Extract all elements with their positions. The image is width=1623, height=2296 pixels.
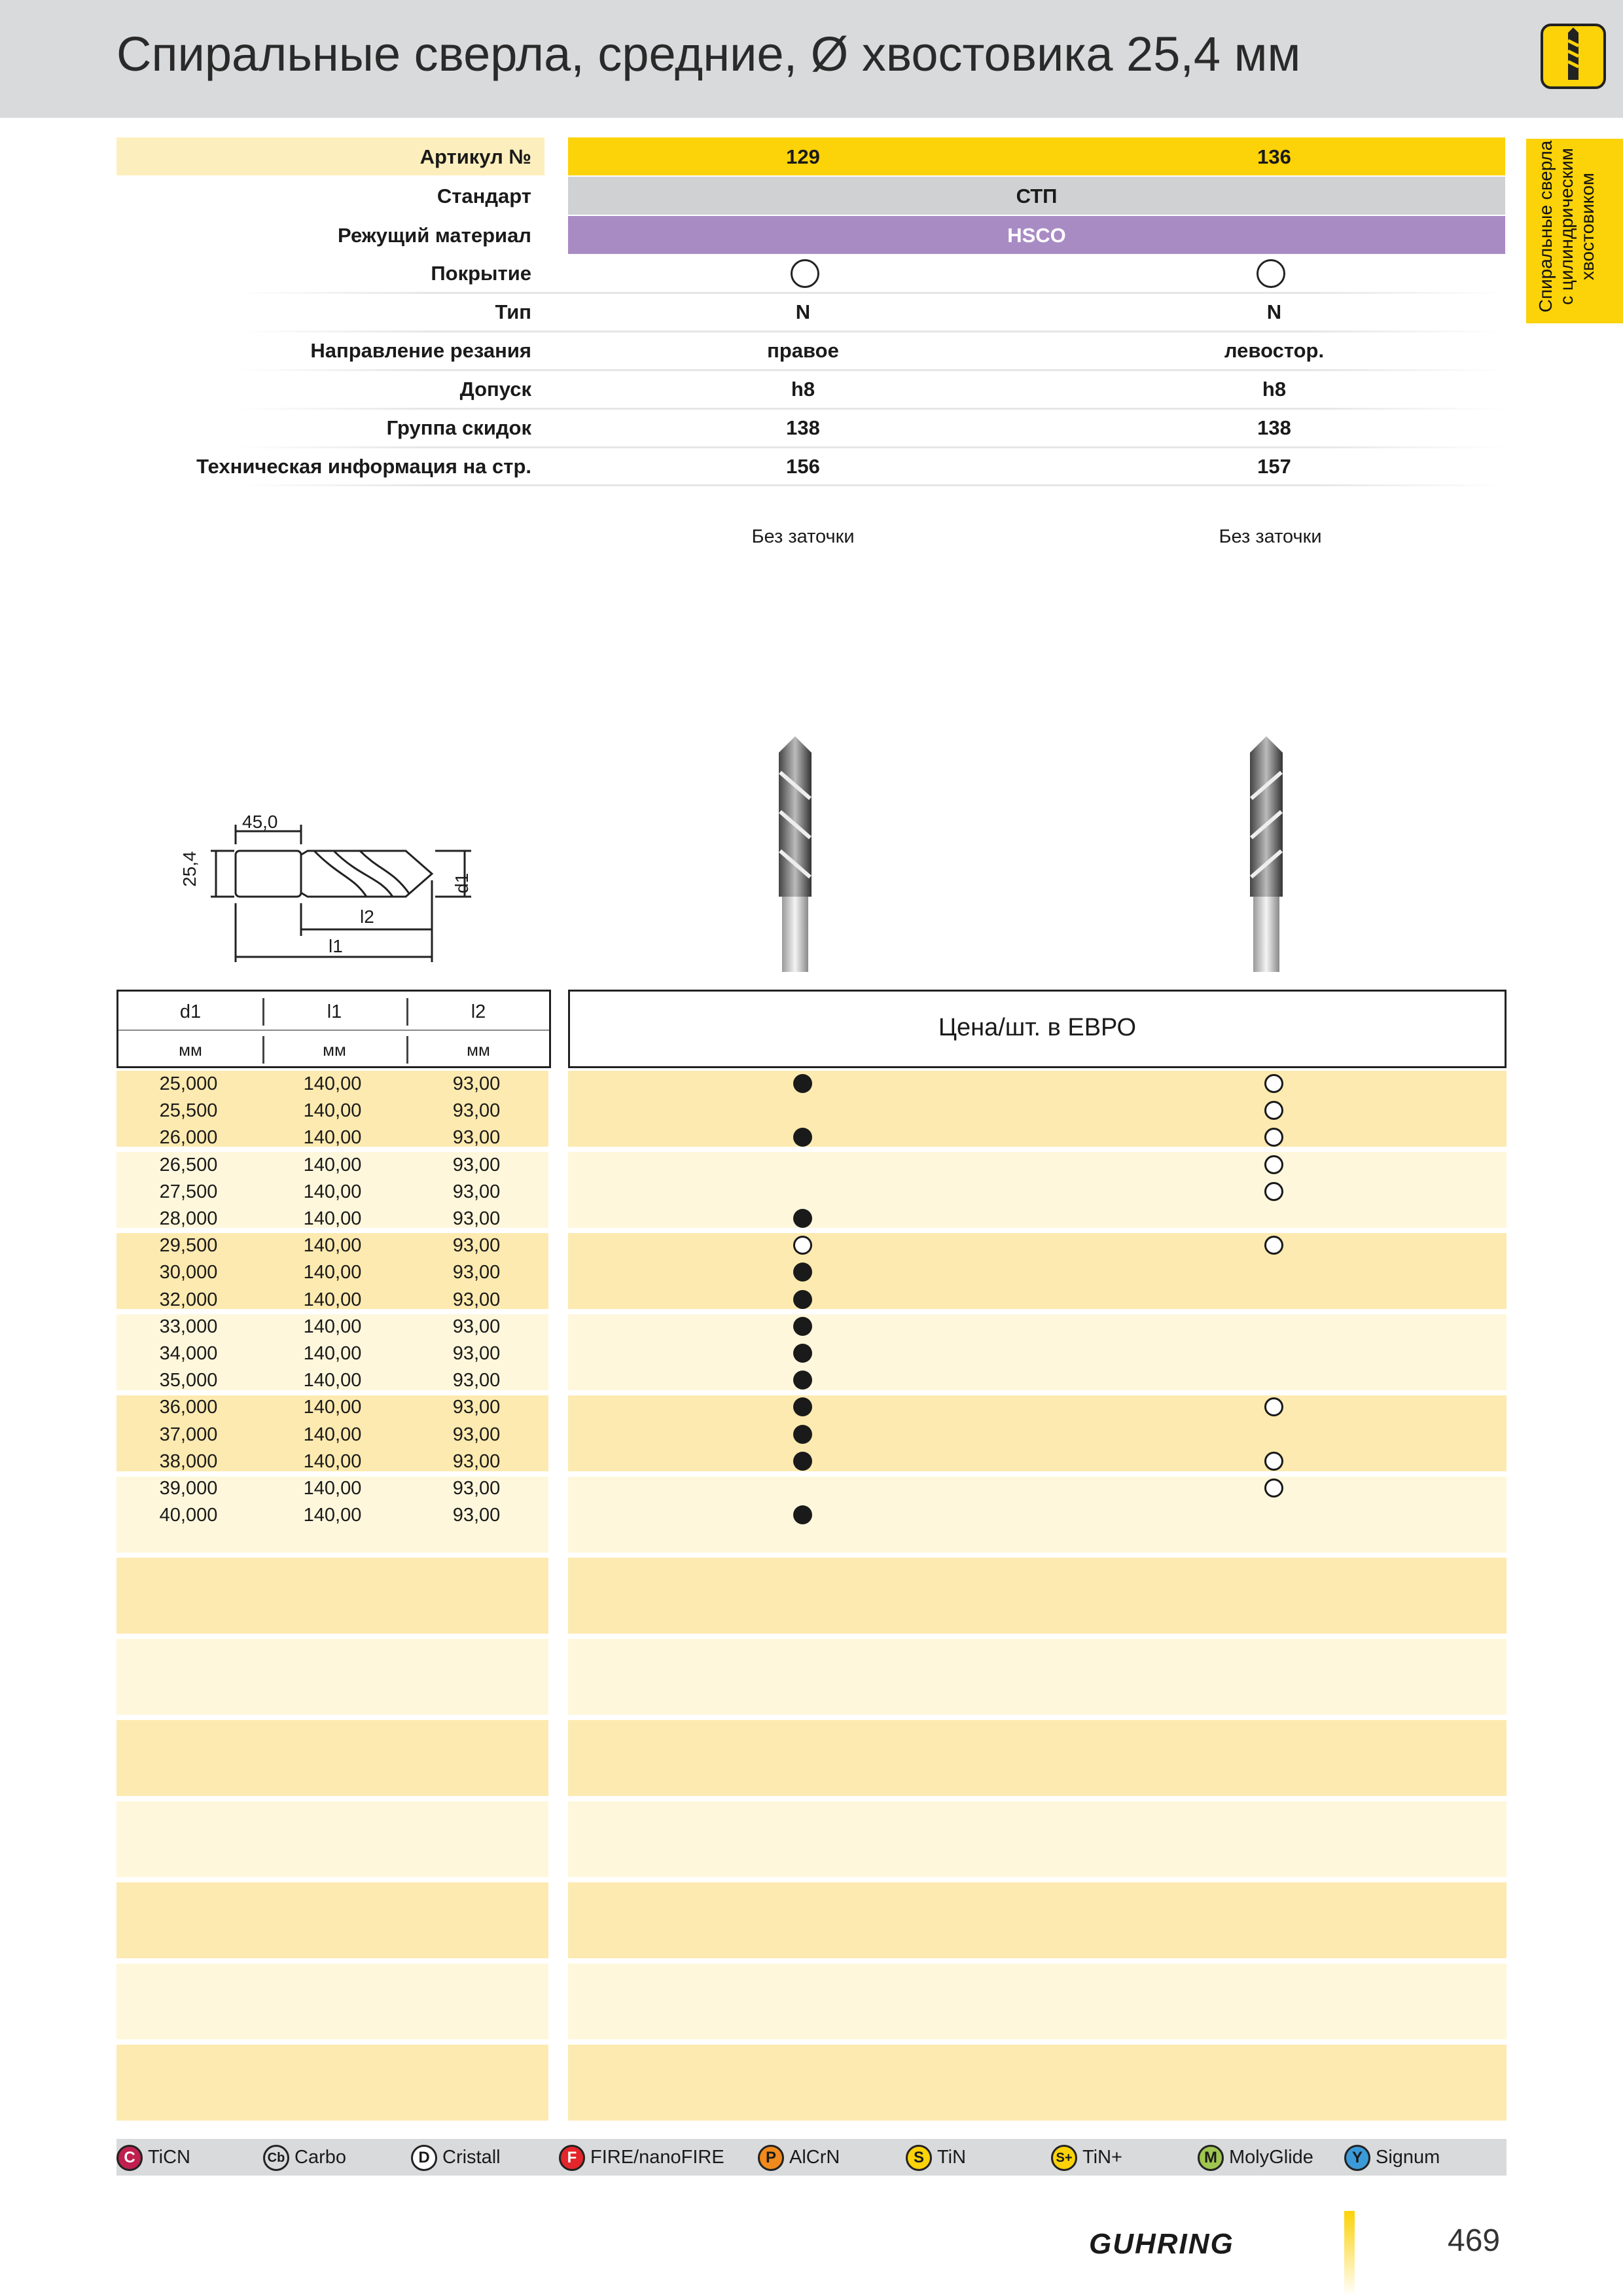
- shank-length-label: 45,0: [242, 812, 278, 832]
- discount-value: 138: [1257, 416, 1291, 439]
- table-row[interactable]: [116, 1259, 1507, 1285]
- col-header-d1: d1: [179, 1001, 202, 1022]
- legend-label: Carbo: [294, 2147, 346, 2168]
- tolerance-value: h8: [791, 378, 815, 401]
- table-band: [568, 1882, 1507, 1958]
- in-stock-dot-icon[interactable]: [793, 1209, 812, 1228]
- cell-l1: 140,00: [303, 1289, 362, 1310]
- cell-l1: 140,00: [303, 1073, 362, 1094]
- cell-d1: 34,000: [159, 1343, 218, 1364]
- l2-label: l2: [360, 906, 374, 927]
- in-stock-dot-icon[interactable]: [793, 1290, 812, 1309]
- cell-l2: 93,00: [452, 1154, 501, 1175]
- cell-l2: 93,00: [452, 1370, 501, 1391]
- cell-l2: 93,00: [452, 1343, 501, 1364]
- on-request-ring-icon[interactable]: [1264, 1155, 1283, 1174]
- cell-l1: 140,00: [303, 1100, 362, 1122]
- on-request-ring-icon[interactable]: [1264, 1128, 1283, 1147]
- table-band: [116, 1882, 548, 1958]
- table-row[interactable]: [116, 1475, 1507, 1501]
- cell-l2: 93,00: [452, 1505, 501, 1526]
- on-request-ring-icon[interactable]: [1264, 1236, 1283, 1255]
- cell-l1: 140,00: [303, 1316, 362, 1337]
- page-number: 469: [1448, 2223, 1501, 2258]
- legend-label: AlCrN: [789, 2147, 840, 2168]
- col-header-l1: l1: [327, 1001, 342, 1022]
- cell-d1: 36,000: [159, 1397, 218, 1418]
- direction-value: левостор.: [1224, 339, 1325, 362]
- row-divider: [236, 484, 1505, 486]
- l1-label: l1: [329, 936, 343, 956]
- cell-l2: 93,00: [452, 1127, 501, 1149]
- cell-l1: 140,00: [303, 1127, 362, 1149]
- coating-tag-icon: Cb: [263, 2145, 289, 2171]
- technical-drawing: [179, 805, 497, 969]
- header-divider: [406, 998, 408, 1026]
- in-stock-dot-icon[interactable]: [793, 1344, 812, 1363]
- cell-l2: 93,00: [452, 1289, 501, 1310]
- cell-d1: 29,500: [159, 1235, 218, 1257]
- in-stock-dot-icon[interactable]: [793, 1397, 812, 1416]
- cell-l2: 93,00: [452, 1100, 501, 1122]
- label-discount: Группа скидок: [386, 416, 531, 439]
- label-techinfo: Техническая информация на стр.: [196, 455, 531, 478]
- coating-tag-icon: D: [411, 2145, 437, 2171]
- cell-d1: 39,000: [159, 1478, 218, 1499]
- table-row[interactable]: [116, 1179, 1507, 1205]
- material-value: HSCO: [1007, 224, 1066, 247]
- table-band: [116, 1801, 548, 1877]
- label-material: Режущий материал: [338, 224, 531, 247]
- cell-d1: 37,000: [159, 1424, 218, 1445]
- legend-item: [559, 2144, 724, 2171]
- legend-label: TiCN: [148, 2147, 190, 2168]
- cell-l2: 93,00: [452, 1397, 501, 1418]
- legend-item: [263, 2144, 346, 2171]
- col-unit-l2: мм: [467, 1040, 490, 1060]
- price-header: [568, 990, 1507, 1068]
- in-stock-dot-icon[interactable]: [793, 1425, 812, 1444]
- label-standard: Стандарт: [437, 185, 531, 207]
- table-row[interactable]: [116, 1367, 1507, 1393]
- cell-l1: 140,00: [303, 1478, 362, 1499]
- table-band: [116, 1964, 548, 2039]
- cell-l1: 140,00: [303, 1424, 362, 1445]
- table-band: [568, 2045, 1507, 2121]
- table-row[interactable]: [116, 1448, 1507, 1475]
- on-request-ring-icon[interactable]: [1264, 1479, 1283, 1498]
- cell-l2: 93,00: [452, 1073, 501, 1094]
- on-request-ring-icon[interactable]: [793, 1236, 812, 1255]
- in-stock-dot-icon[interactable]: [793, 1452, 812, 1471]
- on-request-ring-icon[interactable]: [1264, 1101, 1283, 1120]
- cell-l2: 93,00: [452, 1208, 501, 1229]
- uncoated-icon: [1257, 259, 1285, 288]
- cell-d1: 32,000: [159, 1289, 218, 1310]
- drill-icon: [1541, 24, 1606, 89]
- coating-tag-icon: Y: [1344, 2145, 1370, 2171]
- cell-d1: 38,000: [159, 1450, 218, 1472]
- cell-d1: 25,000: [159, 1073, 218, 1094]
- brand-logo: GUHRING: [1089, 2228, 1234, 2260]
- cell-l1: 140,00: [303, 1370, 362, 1391]
- discount-value: 138: [786, 416, 820, 439]
- in-stock-dot-icon[interactable]: [793, 1074, 812, 1093]
- cell-d1: 30,000: [159, 1262, 218, 1283]
- side-tab-label: Спиральные сверла с цилиндрическим хвостовиком: [1535, 140, 1597, 313]
- table-band: [568, 1720, 1507, 1796]
- article-136[interactable]: 136: [1257, 145, 1291, 168]
- table-row[interactable]: [116, 1287, 1507, 1313]
- shank-diameter-label: 25,4: [179, 851, 200, 887]
- dimension-header: [116, 990, 551, 1068]
- legend-label: Signum: [1376, 2147, 1440, 2168]
- cell-l2: 93,00: [452, 1450, 501, 1472]
- coating-legend: [116, 2139, 1507, 2176]
- row-divider: [236, 292, 1505, 294]
- cell-l1: 140,00: [303, 1235, 362, 1257]
- table-band: [116, 2045, 548, 2121]
- cell-l2: 93,00: [452, 1235, 501, 1257]
- table-band: [568, 1639, 1507, 1715]
- header-divider: [262, 1036, 264, 1064]
- cell-l1: 140,00: [303, 1181, 362, 1202]
- table-row[interactable]: [116, 1071, 1507, 1097]
- legend-item: [116, 2144, 190, 2171]
- legend-label: TiN: [937, 2147, 967, 2168]
- col-header-l2: l2: [471, 1001, 486, 1022]
- cell-l2: 93,00: [452, 1262, 501, 1283]
- legend-label: FIRE/nanoFIRE: [590, 2147, 724, 2168]
- standard-value: СТП: [1016, 185, 1058, 207]
- table-row[interactable]: [116, 1206, 1507, 1232]
- on-request-ring-icon[interactable]: [1264, 1182, 1283, 1201]
- note-129: Без заточки: [751, 526, 855, 547]
- coating-tag-icon: C: [116, 2145, 143, 2171]
- label-coating: Покрытие: [431, 262, 531, 285]
- legend-label: MolyGlide: [1229, 2147, 1313, 2168]
- tolerance-value: h8: [1262, 378, 1287, 401]
- cell-l2: 93,00: [452, 1316, 501, 1337]
- cell-l1: 140,00: [303, 1154, 362, 1175]
- note-136: Без заточки: [1219, 526, 1322, 547]
- drill-photo: [759, 733, 831, 975]
- header-divider: [406, 1036, 408, 1064]
- label-direction: Направление резания: [310, 339, 531, 362]
- type-value: N: [795, 300, 811, 323]
- cell-l1: 140,00: [303, 1397, 362, 1418]
- cell-d1: 26,000: [159, 1127, 218, 1149]
- table-row[interactable]: [116, 1422, 1507, 1448]
- legend-label: TiN+: [1082, 2147, 1122, 2168]
- legend-item: [906, 2144, 966, 2171]
- label-article: Артикул №: [419, 145, 531, 168]
- cell-l2: 93,00: [452, 1424, 501, 1445]
- coating-tag-icon: M: [1198, 2145, 1224, 2171]
- table-band: [568, 1558, 1507, 1634]
- label-tolerance: Допуск: [459, 378, 531, 401]
- row-divider: [236, 408, 1505, 410]
- on-request-ring-icon[interactable]: [1264, 1397, 1283, 1416]
- cell-l1: 140,00: [303, 1505, 362, 1526]
- legend-item: [411, 2144, 501, 2171]
- header-divider: [118, 1030, 549, 1031]
- table-band: [116, 1720, 548, 1796]
- legend-label: Cristall: [442, 2147, 501, 2168]
- in-stock-dot-icon[interactable]: [793, 1505, 812, 1524]
- cell-l1: 140,00: [303, 1450, 362, 1472]
- table-row[interactable]: [116, 1502, 1507, 1528]
- cell-d1: 28,000: [159, 1208, 218, 1229]
- cell-d1: 33,000: [159, 1316, 218, 1337]
- col-unit-d1: мм: [179, 1040, 202, 1060]
- in-stock-dot-icon[interactable]: [793, 1263, 812, 1282]
- table-row[interactable]: [116, 1232, 1507, 1259]
- cell-l2: 93,00: [452, 1478, 501, 1499]
- page-title: Спиральные сверла, средние, Ø хвостовика 25,4 мм: [116, 27, 1301, 81]
- table-band: [116, 1558, 548, 1634]
- table-row[interactable]: [116, 1394, 1507, 1420]
- drill-photo: [1230, 733, 1302, 975]
- cell-d1: 26,500: [159, 1154, 218, 1175]
- row-divider: [236, 331, 1505, 332]
- table-band: [116, 1639, 548, 1715]
- row-divider: [236, 446, 1505, 448]
- d1-label: d1: [452, 872, 472, 893]
- coating-tag-icon: S+: [1051, 2145, 1077, 2171]
- legend-item: [758, 2144, 840, 2171]
- label-type: Тип: [495, 300, 531, 323]
- price-header-label: Цена/шт. в ЕВРО: [938, 1014, 1137, 1041]
- techinfo-link[interactable]: 156: [786, 455, 820, 478]
- legend-item: [1344, 2144, 1440, 2171]
- row-divider: [236, 369, 1505, 371]
- on-request-ring-icon[interactable]: [1264, 1074, 1283, 1093]
- table-band: [568, 1964, 1507, 2039]
- on-request-ring-icon[interactable]: [1264, 1452, 1283, 1471]
- direction-value: правое: [767, 339, 839, 362]
- table-band: [568, 1801, 1507, 1877]
- cell-l1: 140,00: [303, 1262, 362, 1283]
- header-divider: [262, 998, 264, 1026]
- cell-d1: 27,500: [159, 1181, 218, 1202]
- cell-d1: 40,000: [159, 1505, 218, 1526]
- in-stock-dot-icon[interactable]: [793, 1317, 812, 1336]
- footer-accent: [1344, 2211, 1355, 2296]
- cell-l1: 140,00: [303, 1208, 362, 1229]
- coating-tag-icon: S: [906, 2145, 932, 2171]
- table-row[interactable]: [116, 1098, 1507, 1124]
- cell-l1: 140,00: [303, 1343, 362, 1364]
- article-129[interactable]: 129: [786, 145, 820, 168]
- table-row[interactable]: [116, 1152, 1507, 1178]
- cell-d1: 35,000: [159, 1370, 218, 1391]
- table-row[interactable]: [116, 1124, 1507, 1151]
- coating-tag-icon: F: [559, 2145, 585, 2171]
- techinfo-link[interactable]: 157: [1257, 455, 1291, 478]
- cell-d1: 25,500: [159, 1100, 218, 1122]
- in-stock-dot-icon[interactable]: [793, 1128, 812, 1147]
- in-stock-dot-icon[interactable]: [793, 1371, 812, 1390]
- legend-item: [1198, 2144, 1313, 2171]
- col-unit-l1: мм: [323, 1040, 346, 1060]
- legend-item: [1051, 2144, 1122, 2171]
- uncoated-icon: [791, 259, 819, 288]
- table-row[interactable]: [116, 1340, 1507, 1367]
- type-value: N: [1266, 300, 1282, 323]
- cell-l2: 93,00: [452, 1181, 501, 1202]
- table-row[interactable]: [116, 1314, 1507, 1340]
- coating-tag-icon: P: [758, 2145, 784, 2171]
